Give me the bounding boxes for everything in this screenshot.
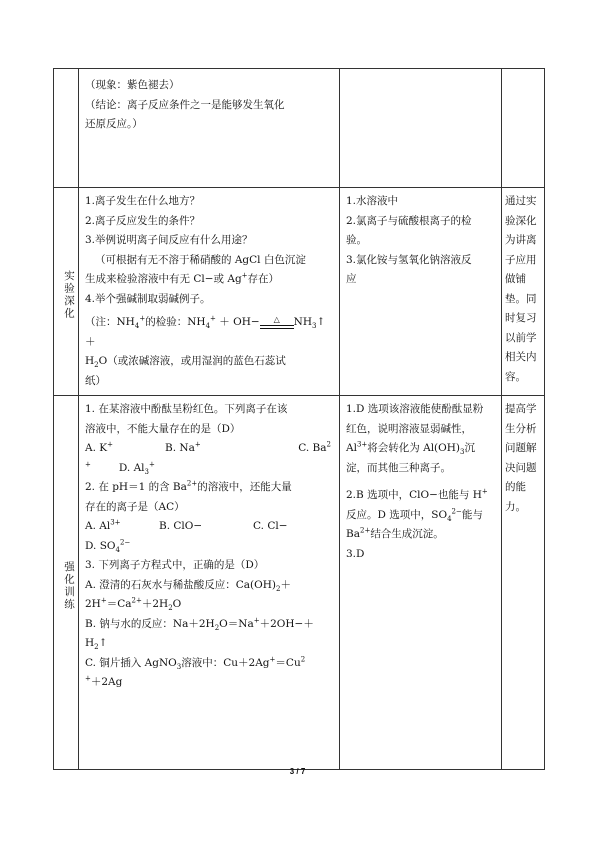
exercise-1-cont: 溶液中，不能大量存在的是（D） xyxy=(85,422,241,435)
solution-2-cont: 反应。D 选项中，$SO_4^{2-}$能与 xyxy=(346,507,483,523)
question-cell xyxy=(79,188,340,396)
exercise-3-option-a-cont: $2H^+=Ca^{2+}+2H_2O$ xyxy=(85,596,182,613)
solution-1: 1.D 选项该溶液能使酚酞显粉 xyxy=(346,403,484,415)
phenomenon-line: （现象：紫色褪去） xyxy=(85,79,180,91)
answer-2: 2.氯离子与硫酸根离子的检 xyxy=(346,214,472,227)
exercise-1: 1. 在某溶液中酚酞呈粉红色。下列离子在该 xyxy=(85,403,288,415)
purpose-line: 决问题 xyxy=(505,461,537,474)
exercise-3-option-a: A. 澄清的石灰水与稀盐酸反应：$Ca(OH)_2+$ xyxy=(85,578,291,593)
exercise-2-cont: 存在的离子是（AC） xyxy=(85,500,185,513)
section-label-practice: 强化训练 xyxy=(54,396,79,770)
exercise-2: 2. 在 pH＝1 的含 $Ba^{2+}$的溶液中，还能大量 xyxy=(85,479,292,493)
ammonium-test-note: （注：$NH_4^+$的检验：$NH_4^+ + OH-$ △ $NH_3↑$ ＋ xyxy=(85,314,326,348)
question-4: 4.举个强碱制取弱碱例子。 xyxy=(85,292,211,305)
question-3-hint-cont: 生成来检验溶液中有无 Cl−或 Ag+存在） xyxy=(85,271,280,285)
table-row xyxy=(54,69,545,188)
solution-3: 3.D xyxy=(346,547,365,560)
exercise-1-options: A. K+ B. Na+ C. Ba$^2$ xyxy=(85,440,331,454)
section-label-deepen: 实验深化 xyxy=(54,188,79,396)
conclusion-line: （结论：离子反应条件之一是能够发生氧化 xyxy=(85,98,285,111)
label-cell-empty xyxy=(54,69,79,188)
exercise-3-option-c: C. 铜片插入 AgNO$_3$溶液中：$Cu+2Ag^+=Cu^2$ xyxy=(85,655,306,671)
exercise-1-options-cont: + D. $Al_3^+$ xyxy=(85,460,155,476)
purpose-cell-empty xyxy=(502,69,545,188)
question-2: 2.离子反应发生的条件？ xyxy=(85,214,201,227)
purpose-line: 容。 xyxy=(505,370,526,383)
solution-1-cont2: $Al^{3+}$将会转化为 $Al(OH)_3$沉 xyxy=(346,440,475,457)
exercise-3-option-b: B. 钠与水的反应：$Na+2H_2O=Na^++2OH-+$ xyxy=(85,616,314,632)
answer-3-cont: 应 xyxy=(346,273,357,285)
exercise-3-option-c-cont: +＋2Ag xyxy=(85,674,123,688)
exercise-2-options: A. $Al^{3+}$ B. ClO− C. Cl− xyxy=(85,518,288,532)
answer-cell-empty xyxy=(340,69,502,188)
table-row xyxy=(54,396,545,770)
purpose-line: 垫。同 xyxy=(505,292,537,305)
purpose-line: 的能 xyxy=(505,481,526,493)
solution-2: 2.B 选项中，ClO−也能与 H+ xyxy=(346,487,488,501)
purpose-line: 通过实 xyxy=(505,195,537,207)
purpose-line: 子应用 xyxy=(505,253,537,266)
purpose-line: 时复习 xyxy=(505,312,537,324)
exercise-2-options-cont: D. $SO_4^{2-}$ xyxy=(85,538,131,554)
purpose-line: 生分析 xyxy=(505,422,537,435)
purpose-line: 验深化 xyxy=(505,214,537,227)
solution-1-cont: 红色，说明溶液显弱碱性， xyxy=(346,422,472,435)
lesson-table xyxy=(53,68,545,770)
exercise-cell xyxy=(79,396,340,770)
purpose-line: 问题解 xyxy=(505,442,537,454)
exercise-3-option-b-cont: $H_2↑$ xyxy=(85,637,108,652)
solution-2-cont2: $Ba^{2+}$结合生成沉淀。 xyxy=(346,526,444,540)
page-number: 3 / 7 xyxy=(289,767,306,776)
answer-2-cont: 验。 xyxy=(346,234,367,246)
purpose-line: 做铺 xyxy=(505,273,526,285)
purpose-line: 以前学 xyxy=(505,331,537,344)
purpose-cell xyxy=(502,188,545,396)
purpose-line: 提高学 xyxy=(505,403,537,415)
purpose-line: 为讲离 xyxy=(505,234,537,246)
solution-1-cont3: 淀，而其他三种离子。 xyxy=(346,461,451,474)
answer-1: 1.水溶液中 xyxy=(346,195,399,207)
solution-cell xyxy=(340,396,502,770)
ammonium-test-note-cont: $H_2O$（或浓碱溶液，或用湿润的蓝色石蕊试 xyxy=(85,355,286,370)
exercise-3: 3. 下列离子方程式中，正确的是（D） xyxy=(85,559,265,571)
purpose-line: 力。 xyxy=(505,500,526,513)
question-1: 1.离子发生在什么地方？ xyxy=(85,195,201,207)
purpose-cell xyxy=(502,396,545,770)
table-row xyxy=(54,188,545,396)
answer-cell xyxy=(340,188,502,396)
answer-3: 3.氯化铵与氢氧化钠溶液反 xyxy=(346,253,472,266)
purpose-line: 相关内 xyxy=(505,351,537,363)
question-3-hint: （可根据有无不溶于稀硝酸的 AgCl 白色沉淀 xyxy=(95,253,306,266)
conclusion-line-cont: 还原反应。） xyxy=(85,118,143,130)
ammonium-test-note-end: 纸） xyxy=(85,374,106,387)
heat-equals-sign: △ xyxy=(260,316,294,329)
phenomenon-cell xyxy=(79,69,340,188)
question-3: 3.举例说明离子间反应有什么用途？ xyxy=(85,234,253,246)
